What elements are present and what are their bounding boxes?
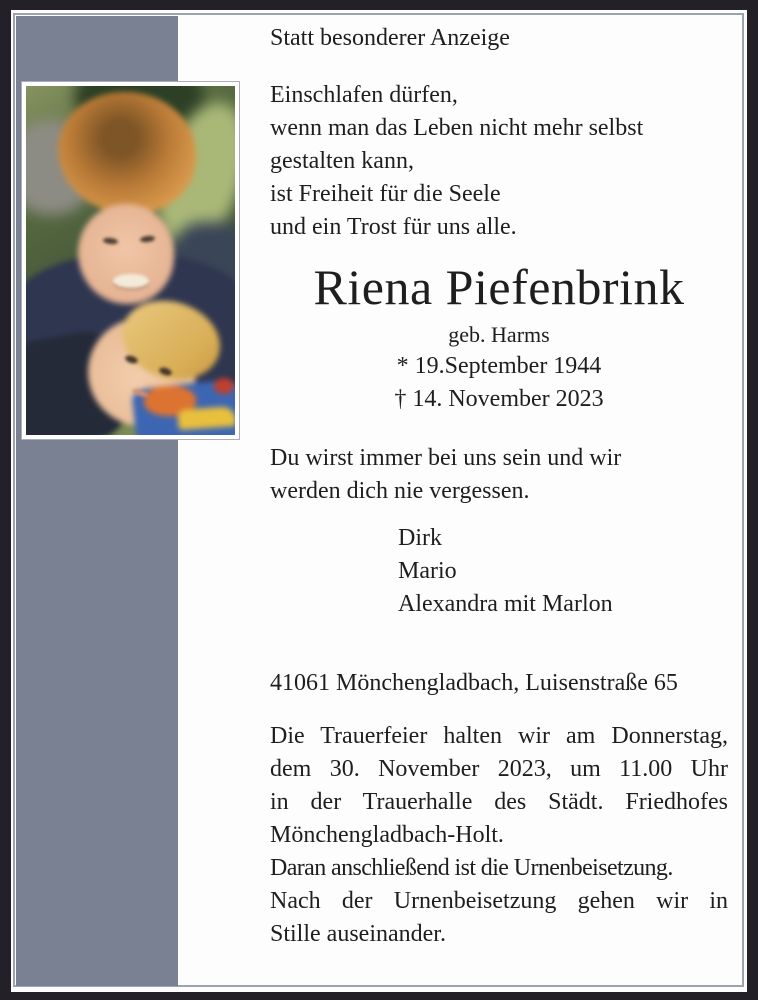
poem-line: gestalten kann, (270, 148, 414, 174)
farewell-block (270, 442, 728, 508)
woman-smile (113, 274, 149, 288)
death-date-line: † 14. November 2023 (394, 386, 604, 412)
birth-date-line: * 19.September 1944 (396, 353, 602, 379)
photo-detail-layer (26, 86, 235, 435)
funeral-line: Die Trauerfeier halten wir am Donnerstag, (270, 723, 728, 749)
maiden-name-line: geb. Harms (448, 322, 550, 347)
child-eye-right (158, 366, 173, 377)
woman-eye-left (103, 237, 119, 245)
portrait-photo-canvas (26, 86, 235, 435)
farewell-line: Du wirst immer bei uns sein und wir (270, 445, 622, 471)
announcement-line: Statt besonderer Anzeige (270, 25, 510, 51)
poem-block (270, 79, 728, 244)
farewell-line: werden dich nie vergessen. (270, 478, 530, 504)
address-line: 41061 Mönchengladbach, Luisenstraße 65 (270, 670, 678, 696)
funeral-info-block (270, 720, 728, 951)
poem-line: wenn man das Leben nicht mehr selbst (270, 115, 644, 141)
portrait-photo (21, 81, 240, 440)
poem-line: und ein Trost für uns alle. (270, 214, 517, 240)
funeral-line: Daran anschließend ist die Urnenbeisetzung. (270, 855, 673, 881)
woman-eye-right (140, 235, 156, 243)
funeral-line: Mönchengladbach-Holt. (270, 822, 504, 848)
mourner-name: Alexandra mit Marlon (398, 591, 613, 617)
funeral-line: in der Trauerhalle des Städt. Friedhofes (270, 789, 728, 815)
child-eye-left (124, 354, 139, 365)
deceased-name: Riena Piefenbrink (313, 259, 685, 315)
funeral-line: dem 30. November 2023, um 11.00 Uhr (270, 756, 728, 782)
funeral-line: Stille auseinander. (270, 921, 446, 947)
poem-line: Einschlafen dürfen, (270, 82, 458, 108)
mourner-name: Dirk (398, 525, 442, 551)
mourner-name: Mario (398, 558, 457, 584)
mourners-block (398, 522, 728, 621)
child-mouth (131, 388, 149, 399)
poem-line: ist Freiheit für die Seele (270, 181, 501, 207)
funeral-line: Nach der Urnenbeisetzung gehen wir in (270, 888, 728, 914)
